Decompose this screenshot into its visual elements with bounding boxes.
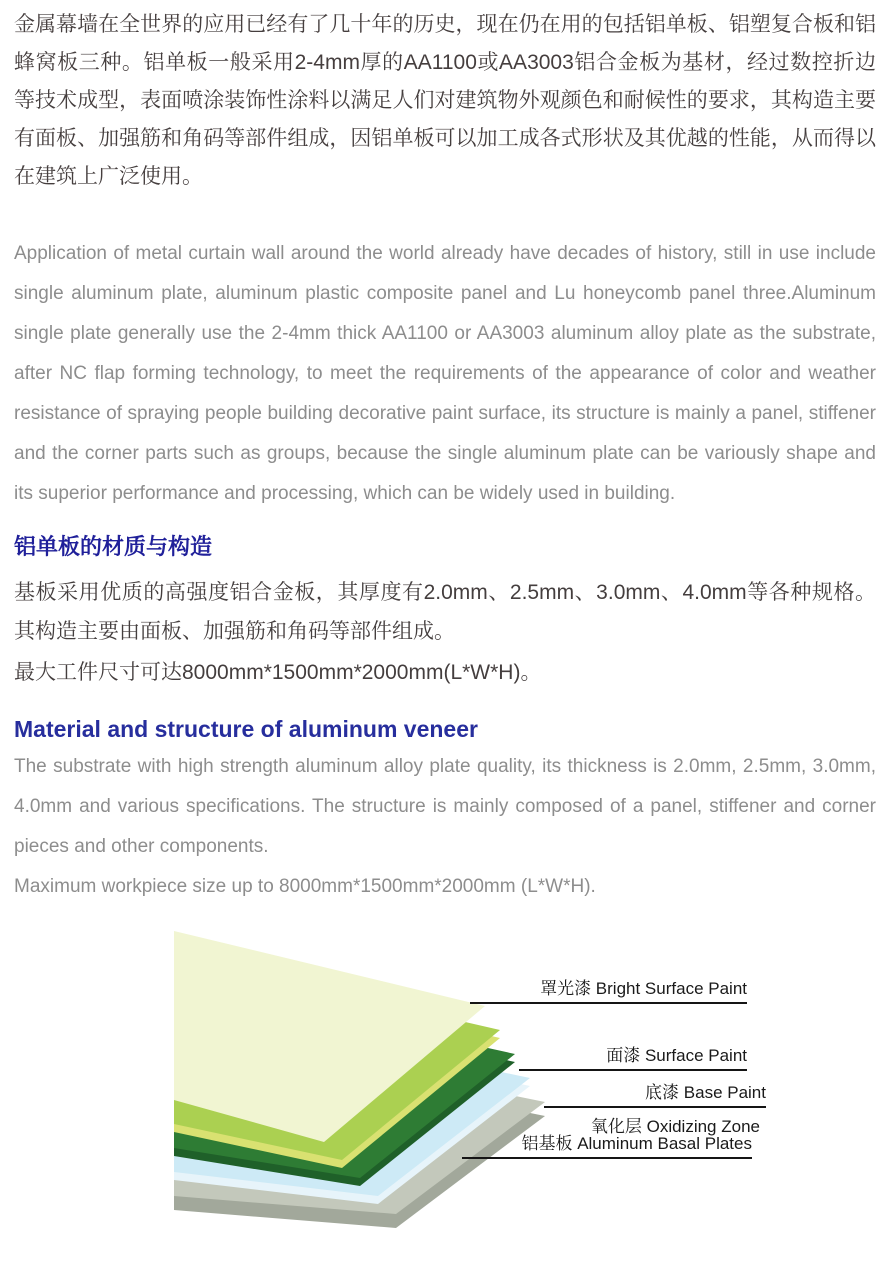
section-heading-zh: 铝单板的材质与构造 — [14, 534, 213, 559]
section-body-en: The substrate with high strength aluminum alloy plate quality, its thickness is 2.0mm, 2.5mm, 3.0mm, 4.0mm and various specifications. The structure is mainly composed of a panel, stiffener and corner pieces and other components. — [14, 756, 876, 857]
diagram-label-bright-surface-paint: 罩光漆 Bright Surface Paint — [470, 976, 747, 1004]
intro-paragraph-zh: 金属幕墙在全世界的应用已经有了几十年的历史，现在仍在用的包括铝单板、铝塑复合板和铝蜂窝板三种。铝单板一般采用2-4mm厚的AA1100或AA3003铝合金板为基材，经过数控折边等技术成型，表面喷涂装饰性涂料以满足人们对建筑物外观颜色和耐候性的要求，其构造主要有面板、加强筋和角码等部件组成，因铝单板可以加工成各式形状及其优越的性能，从而得以在建筑上广泛使用。 — [14, 13, 876, 188]
diagram-label-aluminum-basal-plate: 铝基板 Aluminum Basal Plates — [462, 1131, 752, 1159]
section-body-zh: 基板采用优质的高强度铝合金板，其厚度有2.0mm、2.5mm、3.0mm、4.0mm等各种规格。其构造主要由面板、加强筋和角码等部件组成。 — [14, 581, 876, 643]
layer-diagram — [14, 909, 876, 1266]
diagram-label-base-paint: 底漆 Base Paint — [544, 1080, 766, 1108]
diagram-label-oxidizing-zone: 氧化层 Oxidizing Zone — [590, 1117, 760, 1136]
section-size-zh: 最大工件尺寸可达8000mm*1500mm*2000mm(L*W*H)。 — [14, 661, 542, 684]
intro-paragraph-en: Application of metal curtain wall around the world already have decades of history, still in use include single aluminum plate, aluminum plastic composite panel and Lu honeycomb panel three.Aluminum single plate generally use the 2-4mm thick AA1100 or AA3003 aluminum alloy plate as the substrate, after NC flap forming technology, to meet the requirements of the appearance of color and weather resistance of spraying people building decorative paint surface, its structure is mainly a panel, stiffener and the corner parts such as groups, because the single aluminum plate can be variously shape and its superior performance and processing, which can be widely used in building. — [14, 243, 876, 504]
section-size-en: Maximum workpiece size up to 8000mm*1500mm*2000mm (L*W*H). — [14, 876, 596, 897]
section-heading-en: Material and structure of aluminum veneer — [14, 716, 478, 742]
diagram-label-surface-paint: 面漆 Surface Paint — [519, 1043, 747, 1071]
